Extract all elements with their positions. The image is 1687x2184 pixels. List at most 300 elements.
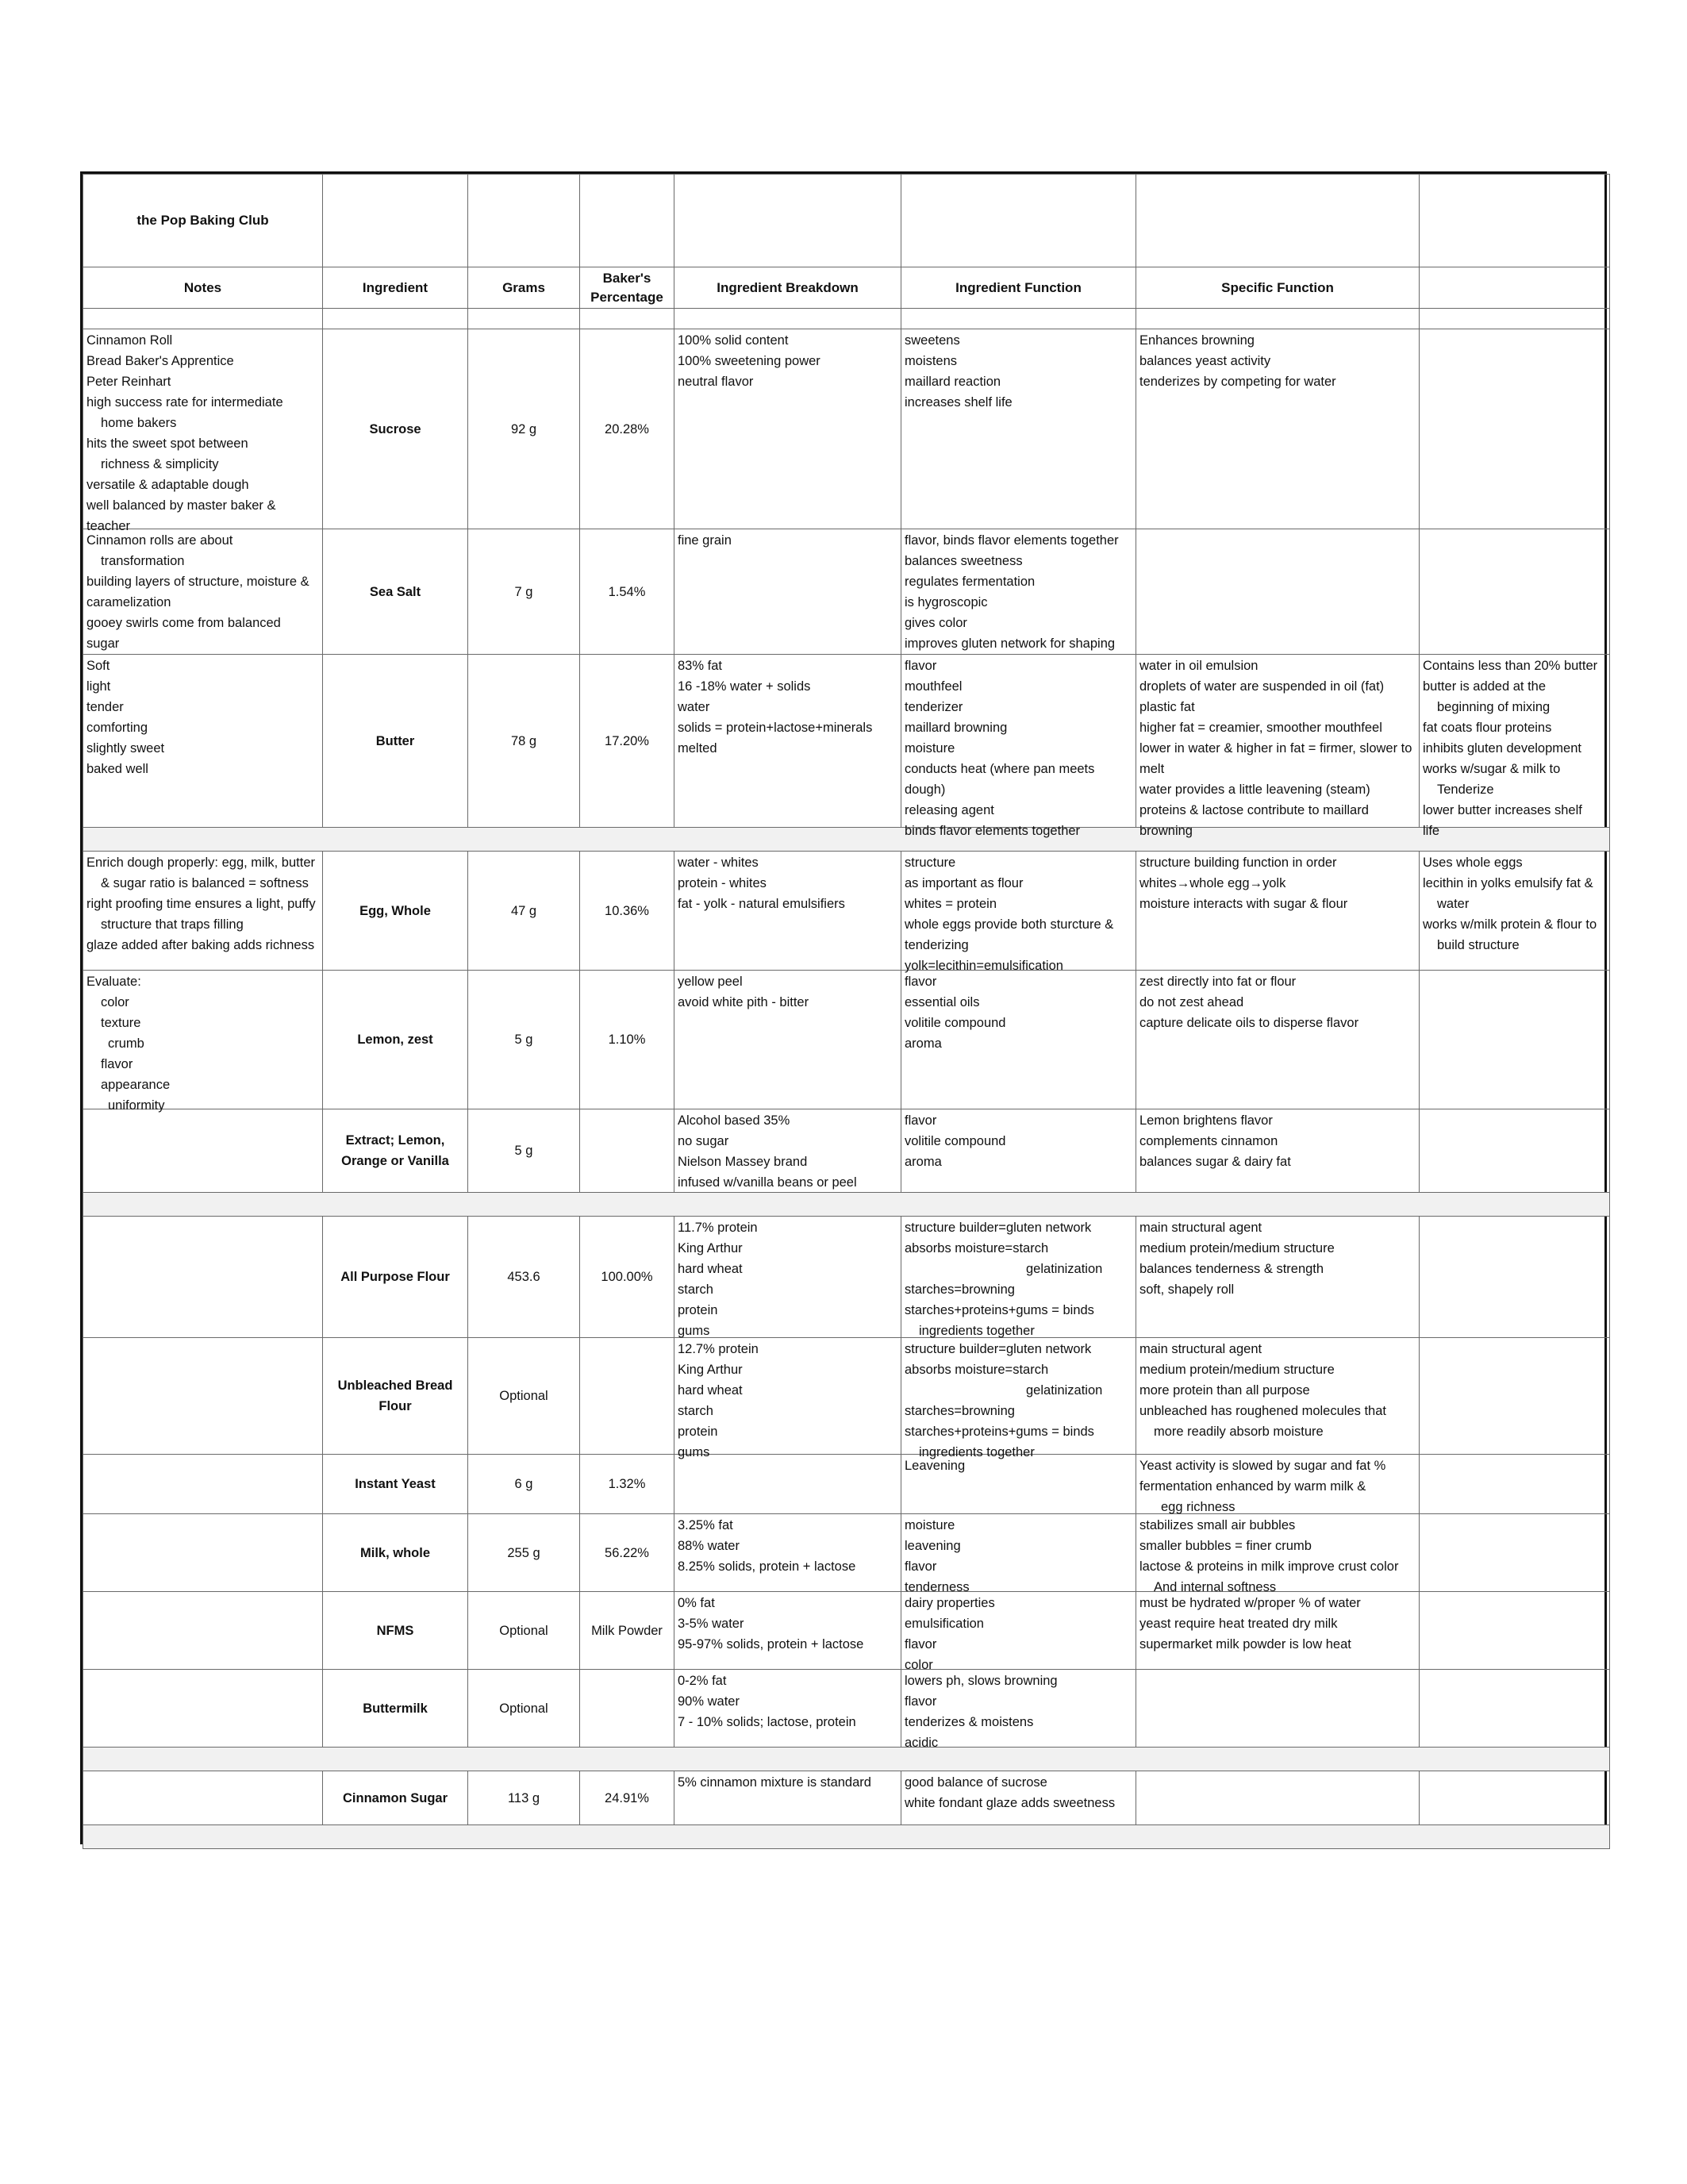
table-row bbox=[83, 1514, 1610, 1592]
ingredient-function-cell-line: dough) bbox=[905, 782, 946, 797]
bakers-percentage-value: Milk Powder bbox=[580, 1592, 674, 1670]
bakers-percentage-value: 1.10% bbox=[580, 971, 674, 1109]
ingredient-breakdown-cell bbox=[674, 971, 901, 1109]
specific-function-cell-line: Yeast activity is slowed by sugar and fat % bbox=[1139, 1459, 1386, 1473]
ingredient-function-cell-line: starches=browning bbox=[905, 1404, 1015, 1418]
specific-function-cell-line: medium protein/medium structure bbox=[1139, 1363, 1335, 1377]
specific-function-cell-line: structure building function in order bbox=[1139, 856, 1337, 870]
extra-notes-cell-line: fat coats flour proteins bbox=[1423, 721, 1552, 735]
extra-notes-cell bbox=[1420, 655, 1610, 838]
ingredient-function-cell-line: tenderizer bbox=[905, 700, 963, 714]
ingredient-breakdown-cell-line: starch bbox=[678, 1282, 713, 1297]
notes-cell bbox=[83, 852, 323, 971]
grams-value: Optional bbox=[468, 1592, 580, 1670]
notes-cell bbox=[83, 655, 323, 828]
notes-cell-line: building layers of structure, moisture & bbox=[86, 575, 309, 589]
ingredient-breakdown-cell-line: 11.7% protein bbox=[678, 1221, 758, 1235]
ingredient-breakdown-cell bbox=[674, 1670, 901, 1748]
title-row bbox=[83, 175, 1610, 267]
notes-cell-line: uniformity bbox=[108, 1098, 165, 1113]
specific-function-cell-line: tenderizes by competing for water bbox=[1139, 375, 1336, 389]
notes-cell-line: structure that traps filling bbox=[101, 917, 244, 932]
notes-cell-line: richness & simplicity bbox=[101, 457, 219, 471]
ingredient-function-cell-line: aroma bbox=[905, 1036, 942, 1051]
notes-cell-line: high success rate for intermediate bbox=[86, 395, 283, 410]
specific-function-cell-line: balances sugar & dairy fat bbox=[1139, 1155, 1291, 1169]
ingredient-breakdown-cell-line: 5% cinnamon mixture is standard bbox=[678, 1775, 871, 1790]
ingredient-function-cell-line: lowers ph, slows browning bbox=[905, 1674, 1058, 1688]
ingredient-breakdown-cell-line: no sugar bbox=[678, 1134, 729, 1148]
notes-cell bbox=[83, 1109, 323, 1193]
ingredient-breakdown-cell bbox=[674, 1338, 901, 1459]
header-row bbox=[83, 267, 1610, 309]
ingredient-breakdown-cell-line: gums bbox=[678, 1445, 710, 1459]
ingredient-breakdown-cell bbox=[674, 852, 901, 971]
grams-value: 113 g bbox=[468, 1771, 580, 1825]
ingredient-function-cell-line: color bbox=[905, 1658, 933, 1672]
extra-notes-cell bbox=[1420, 329, 1610, 529]
notes-cell-line: tender bbox=[86, 700, 124, 714]
ingredient-function-cell bbox=[901, 529, 1136, 655]
specific-function-cell-line: do not zest ahead bbox=[1139, 995, 1244, 1009]
extra-notes-cell-line: lower butter increases shelf bbox=[1423, 803, 1582, 817]
specific-function-cell bbox=[1136, 1338, 1420, 1455]
ingredient-breakdown-cell-line: 7 - 10% solids; lactose, protein bbox=[678, 1715, 856, 1729]
ingredient-breakdown-cell-line: protein bbox=[678, 1303, 718, 1317]
extra-notes-cell bbox=[1420, 852, 1610, 971]
ingredient-breakdown-cell-line: 88% water bbox=[678, 1539, 740, 1553]
extra-notes-cell-line: build structure bbox=[1437, 938, 1520, 952]
extra-notes-cell-line: life bbox=[1423, 824, 1440, 838]
ingredient-breakdown-cell-line: water bbox=[678, 700, 710, 714]
specific-function-cell-line: smaller bubbles = finer crumb bbox=[1139, 1539, 1312, 1553]
grams-value: 78 g bbox=[468, 655, 580, 828]
ingredient-name: All Purpose Flour bbox=[323, 1217, 468, 1338]
notes-cell-line: teacher bbox=[86, 519, 131, 533]
ingredient-breakdown-cell-line: yellow peel bbox=[678, 975, 743, 989]
ingredient-function-cell-line: moisture bbox=[905, 1518, 955, 1532]
notes-cell bbox=[83, 1455, 323, 1514]
ingredient-function-cell-line: sweetens bbox=[905, 333, 960, 348]
ingredient-name: Buttermilk bbox=[323, 1670, 468, 1748]
ingredient-function-cell-line: maillard browning bbox=[905, 721, 1008, 735]
specific-function-cell-line: Enhances browning bbox=[1139, 333, 1255, 348]
header-grams: Grams bbox=[468, 267, 580, 309]
ingredient-breakdown-cell-line: gums bbox=[678, 1324, 710, 1338]
extra-notes-cell-line: butter is added at the bbox=[1423, 679, 1547, 694]
ingredient-function-cell bbox=[901, 1592, 1136, 1670]
specific-function-cell-line: balances tenderness & strength bbox=[1139, 1262, 1324, 1276]
extra-notes-cell bbox=[1420, 529, 1610, 655]
ingredient-function-cell-line: structure bbox=[905, 856, 956, 870]
table-row bbox=[83, 852, 1610, 971]
ingredient-name: NFMS bbox=[323, 1592, 468, 1670]
ingredient-function-cell-line: aroma bbox=[905, 1155, 942, 1169]
grams-value: 92 g bbox=[468, 329, 580, 529]
ingredient-function-cell-line: volitile compound bbox=[905, 1134, 1006, 1148]
specific-function-cell-line: soft, shapely roll bbox=[1139, 1282, 1235, 1297]
extra-notes-cell bbox=[1420, 1455, 1610, 1514]
ingredient-function-cell-line: mouthfeel bbox=[905, 679, 963, 694]
ingredient-name: Egg, Whole bbox=[323, 852, 468, 971]
grams-value: 5 g bbox=[468, 1109, 580, 1193]
grams-value: 47 g bbox=[468, 852, 580, 971]
ingredient-breakdown-cell bbox=[674, 1109, 901, 1193]
specific-function-cell-line: And internal softness bbox=[1154, 1580, 1277, 1594]
ingredient-breakdown-cell-line: protein - whites bbox=[678, 876, 767, 890]
extra-notes-cell bbox=[1420, 1109, 1610, 1193]
ingredient-name: Lemon, zest bbox=[323, 971, 468, 1109]
ingredient-breakdown-cell-line: avoid white pith - bitter bbox=[678, 995, 809, 1009]
table-row bbox=[83, 1771, 1610, 1825]
notes-cell-line: right proofing time ensures a light, puffy bbox=[86, 897, 316, 911]
specific-function-cell-line: more protein than all purpose bbox=[1139, 1383, 1310, 1398]
ingredient-function-cell-line: flavor bbox=[905, 1637, 937, 1651]
specific-function-cell-line: lower in water & higher in fat = firmer, slower to bbox=[1139, 741, 1412, 756]
specific-function-cell bbox=[1136, 529, 1420, 655]
ingredient-table bbox=[83, 174, 1610, 1849]
ingredient-breakdown-cell-line: 12.7% protein bbox=[678, 1342, 759, 1356]
bakers-percentage-value: 10.36% bbox=[580, 852, 674, 971]
ingredient-function-cell-line: flavor bbox=[905, 1113, 937, 1128]
ingredient-function-cell-line: gelatinization bbox=[1026, 1262, 1103, 1276]
table-row bbox=[83, 1338, 1610, 1455]
ingredient-breakdown-cell-line: protein bbox=[678, 1425, 718, 1439]
ingredient-function-cell-line: structure builder=gluten network bbox=[905, 1221, 1092, 1235]
specific-function-cell-line: lactose & proteins in milk improve crust color bbox=[1139, 1559, 1399, 1574]
grams-value: 5 g bbox=[468, 971, 580, 1109]
spacer-row bbox=[83, 309, 1610, 329]
ingredient-breakdown-cell-line: 8.25% solids, protein + lactose bbox=[678, 1559, 856, 1574]
ingredient-function-cell-line: as important as flour bbox=[905, 876, 1024, 890]
ingredient-function-cell-line: starches+proteins+gums = binds bbox=[905, 1303, 1094, 1317]
ingredient-breakdown-cell-line: fat - yolk - natural emulsifiers bbox=[678, 897, 845, 911]
notes-cell-line: comforting bbox=[86, 721, 148, 735]
specific-function-cell bbox=[1136, 1455, 1420, 1514]
ingredient-function-cell-line: conducts heat (where pan meets bbox=[905, 762, 1095, 776]
ingredient-breakdown-cell-line: water - whites bbox=[678, 856, 759, 870]
bakers-percentage-value: 24.91% bbox=[580, 1771, 674, 1825]
ingredient-breakdown-cell-line: solids = protein+lactose+minerals bbox=[678, 721, 873, 735]
ingredient-function-cell-line: gelatinization bbox=[1026, 1383, 1103, 1398]
specific-function-cell-line: fermentation enhanced by warm milk & bbox=[1139, 1479, 1366, 1494]
notes-cell-line: & sugar ratio is balanced = softness bbox=[101, 876, 309, 890]
notes-cell bbox=[83, 1592, 323, 1670]
notes-cell bbox=[83, 1771, 323, 1825]
table-row bbox=[83, 655, 1610, 828]
specific-function-cell-line: zest directly into fat or flour bbox=[1139, 975, 1297, 989]
notes-cell-line: Peter Reinhart bbox=[86, 375, 171, 389]
notes-cell-line: Enrich dough properly: egg, milk, butter bbox=[86, 856, 315, 870]
grams-value: 7 g bbox=[468, 529, 580, 655]
specific-function-cell-line: main structural agent bbox=[1139, 1342, 1262, 1356]
ingredient-function-cell-line: acidic bbox=[905, 1736, 939, 1750]
ingredient-function-cell bbox=[901, 1670, 1136, 1748]
bakers-percentage-value: 17.20% bbox=[580, 655, 674, 828]
ingredient-function-cell-line: gives color bbox=[905, 616, 967, 630]
bakers-percentage-value: 1.32% bbox=[580, 1455, 674, 1514]
grams-value: 6 g bbox=[468, 1455, 580, 1514]
recipe-sheet bbox=[80, 171, 1607, 1844]
ingredient-function-cell-line: moisture bbox=[905, 741, 955, 756]
notes-cell-line: well balanced by master baker & bbox=[86, 498, 276, 513]
notes-cell-line: appearance bbox=[101, 1078, 171, 1092]
specific-function-cell bbox=[1136, 852, 1420, 971]
ingredient-breakdown-cell bbox=[674, 529, 901, 655]
ingredient-breakdown-cell-line: 16 -18% water + solids bbox=[678, 679, 811, 694]
specific-function-cell-line: water in oil emulsion bbox=[1139, 659, 1259, 673]
table-row bbox=[83, 529, 1610, 655]
notes-cell-line: texture bbox=[101, 1016, 141, 1030]
ingredient-function-cell-line: maillard reaction bbox=[905, 375, 1001, 389]
ingredient-function-cell-line: increases shelf life bbox=[905, 395, 1013, 410]
ingredient-breakdown-cell-line: infused w/vanilla beans or peel bbox=[678, 1175, 857, 1190]
ingredient-function-cell-line: flavor bbox=[905, 659, 937, 673]
ingredient-function-cell-line: yolk=lecithin=emulsification bbox=[905, 959, 1063, 973]
table-row bbox=[83, 1109, 1610, 1193]
specific-function-cell-line: medium protein/medium structure bbox=[1139, 1241, 1335, 1255]
extra-notes-cell bbox=[1420, 1338, 1610, 1455]
specific-function-cell-line: proteins & lactose contribute to maillard bbox=[1139, 803, 1369, 817]
extra-notes-cell bbox=[1420, 1592, 1610, 1670]
table-row bbox=[83, 1455, 1610, 1514]
bakers-percentage-value bbox=[580, 1670, 674, 1748]
notes-cell-line: slightly sweet bbox=[86, 741, 165, 756]
ingredient-function-cell-line: whites = protein bbox=[905, 897, 997, 911]
notes-cell-line: glaze added after baking adds richness bbox=[86, 938, 315, 952]
notes-cell-line: gooey swirls come from balanced bbox=[86, 616, 281, 630]
header-specific-function: Specific Function bbox=[1136, 267, 1420, 309]
extra-notes-cell-line: Uses whole eggs bbox=[1423, 856, 1523, 870]
specific-function-cell-line: more readily absorb moisture bbox=[1154, 1425, 1324, 1439]
ingredient-breakdown-cell-line: hard wheat bbox=[678, 1383, 743, 1398]
ingredient-breakdown-cell-line: fine grain bbox=[678, 533, 732, 548]
extra-notes-cell bbox=[1420, 971, 1610, 1109]
specific-function-cell bbox=[1136, 1109, 1420, 1193]
ingredient-name: Sucrose bbox=[323, 329, 468, 529]
ingredient-breakdown-cell-line: 3-5% water bbox=[678, 1617, 744, 1631]
ingredient-function-cell-line: tenderizing bbox=[905, 938, 969, 952]
notes-cell-line: sugar bbox=[86, 636, 120, 651]
table-row bbox=[83, 971, 1610, 1109]
ingredient-function-cell-line: whole eggs provide both sturcture & bbox=[905, 917, 1114, 932]
table-row bbox=[83, 329, 1610, 529]
specific-function-cell-line: unbleached has roughened molecules that bbox=[1139, 1404, 1386, 1418]
ingredient-function-cell-line: flavor bbox=[905, 1559, 937, 1574]
specific-function-cell-line: moisture interacts with sugar & flour bbox=[1139, 897, 1348, 911]
ingredient-function-cell-line: ingredients together bbox=[919, 1324, 1035, 1338]
notes-cell bbox=[83, 1514, 323, 1592]
ingredient-function-cell-line: releasing agent bbox=[905, 803, 994, 817]
ingredient-breakdown-cell-line: Nielson Massey brand bbox=[678, 1155, 808, 1169]
ingredient-breakdown-cell-line: 3.25% fat bbox=[678, 1518, 733, 1532]
specific-function-cell-line: plastic fat bbox=[1139, 700, 1195, 714]
specific-function-cell bbox=[1136, 1670, 1420, 1748]
notes-cell bbox=[83, 1338, 323, 1455]
ingredient-breakdown-cell-line: hard wheat bbox=[678, 1262, 743, 1276]
notes-cell bbox=[83, 329, 323, 533]
ingredient-function-cell-line: flavor bbox=[905, 1694, 937, 1709]
ingredient-function-cell-line: leavening bbox=[905, 1539, 961, 1553]
header-notes: Notes bbox=[83, 267, 323, 309]
specific-function-cell-line: water provides a little leavening (steam) bbox=[1139, 782, 1370, 797]
notes-cell-line: Cinnamon rolls are about bbox=[86, 533, 233, 548]
specific-function-cell bbox=[1136, 1592, 1420, 1670]
specific-function-cell-line: stabilizes small air bubbles bbox=[1139, 1518, 1296, 1532]
ingredient-function-cell-line: emulsification bbox=[905, 1617, 984, 1631]
notes-cell-line: Cinnamon Roll bbox=[86, 333, 173, 348]
specific-function-cell-line: supermarket milk powder is low heat bbox=[1139, 1637, 1351, 1651]
bakers-percentage-value: 100.00% bbox=[580, 1217, 674, 1338]
ingredient-name: Sea Salt bbox=[323, 529, 468, 655]
ingredient-breakdown-cell bbox=[674, 1514, 901, 1592]
specific-function-cell bbox=[1136, 329, 1420, 529]
specific-function-cell-line: browning bbox=[1139, 824, 1193, 838]
table-row bbox=[83, 1217, 1610, 1338]
specific-function-cell-line: balances yeast activity bbox=[1139, 354, 1271, 368]
bakers-percentage-value bbox=[580, 1338, 674, 1455]
grams-value: 255 g bbox=[468, 1514, 580, 1592]
specific-function-cell bbox=[1136, 971, 1420, 1109]
ingredient-breakdown-cell bbox=[674, 329, 901, 529]
ingredient-function-cell-line: starches=browning bbox=[905, 1282, 1015, 1297]
ingredient-function-cell bbox=[901, 1514, 1136, 1592]
notes-cell bbox=[83, 1217, 323, 1338]
ingredient-breakdown-cell bbox=[674, 1455, 901, 1514]
grams-value: Optional bbox=[468, 1338, 580, 1455]
notes-cell-line: color bbox=[101, 995, 129, 1009]
specific-function-cell bbox=[1136, 1514, 1420, 1592]
ingredient-breakdown-cell-line: King Arthur bbox=[678, 1241, 743, 1255]
section-divider bbox=[83, 1825, 1610, 1849]
notes-cell-line: home bakers bbox=[101, 416, 177, 430]
ingredient-function-cell bbox=[901, 1455, 1136, 1514]
ingredient-function-cell-line: is hygroscopic bbox=[905, 595, 988, 609]
bakers-percentage-value: 20.28% bbox=[580, 329, 674, 529]
specific-function-cell-line: whites→whole egg→yolk bbox=[1139, 876, 1286, 890]
ingredient-breakdown-cell bbox=[674, 1592, 901, 1670]
ingredient-breakdown-cell-line: King Arthur bbox=[678, 1363, 743, 1377]
ingredient-breakdown-cell-line: 100% sweetening power bbox=[678, 354, 820, 368]
bakers-percentage-value: 56.22% bbox=[580, 1514, 674, 1592]
ingredient-function-cell-line: balances sweetness bbox=[905, 554, 1023, 568]
section-divider bbox=[83, 828, 1610, 852]
table-row bbox=[83, 1670, 1610, 1748]
specific-function-cell-line: yeast require heat treated dry milk bbox=[1139, 1617, 1338, 1631]
ingredient-function-cell-line: structure builder=gluten network bbox=[905, 1342, 1092, 1356]
notes-cell-line: Bread Baker's Apprentice bbox=[86, 354, 234, 368]
grams-value: 453.6 bbox=[468, 1217, 580, 1338]
extra-notes-cell-line: water bbox=[1437, 897, 1470, 911]
ingredient-breakdown-cell-line: neutral flavor bbox=[678, 375, 754, 389]
notes-cell-line: Evaluate: bbox=[86, 975, 141, 989]
ingredient-function-cell bbox=[901, 1217, 1136, 1338]
specific-function-cell-line: capture delicate oils to disperse flavor bbox=[1139, 1016, 1359, 1030]
ingredient-function-cell bbox=[901, 1109, 1136, 1193]
notes-cell-line: crumb bbox=[108, 1036, 144, 1051]
specific-function-cell-line: droplets of water are suspended in oil (fat) bbox=[1139, 679, 1385, 694]
notes-cell-line: transformation bbox=[101, 554, 185, 568]
extra-notes-cell-line: lecithin in yolks emulsify fat & bbox=[1423, 876, 1593, 890]
header-ingredient: Ingredient bbox=[323, 267, 468, 309]
ingredient-function-cell-line: tenderness bbox=[905, 1580, 970, 1594]
header-ingredient-function: Ingredient Function bbox=[901, 267, 1136, 309]
ingredient-name: Butter bbox=[323, 655, 468, 828]
ingredient-function-cell-line: absorbs moisture=starch bbox=[905, 1241, 1049, 1255]
ingredient-function-cell-line: white fondant glaze adds sweetness bbox=[905, 1796, 1116, 1810]
specific-function-cell bbox=[1136, 1771, 1420, 1825]
extra-notes-cell bbox=[1420, 1514, 1610, 1592]
section-divider bbox=[83, 1193, 1610, 1217]
notes-cell-line: flavor bbox=[101, 1057, 133, 1071]
ingredient-breakdown-cell-line: 0-2% fat bbox=[678, 1674, 727, 1688]
extra-notes-cell bbox=[1420, 1217, 1610, 1338]
extra-notes-cell-line: inhibits gluten development bbox=[1423, 741, 1581, 756]
grams-value: Optional bbox=[468, 1670, 580, 1748]
specific-function-cell-line: Lemon brightens flavor bbox=[1139, 1113, 1273, 1128]
ingredient-breakdown-cell bbox=[674, 655, 901, 828]
extra-notes-cell-line: works w/sugar & milk to bbox=[1423, 762, 1561, 776]
ingredient-name: Extract; Lemon, Orange or Vanilla bbox=[323, 1109, 468, 1193]
sheet-title: the Pop Baking Club bbox=[83, 175, 323, 267]
extra-notes-cell bbox=[1420, 1670, 1610, 1748]
ingredient-function-cell-line: good balance of sucrose bbox=[905, 1775, 1047, 1790]
ingredient-breakdown-cell-line: 90% water bbox=[678, 1694, 740, 1709]
ingredient-function-cell-line: binds flavor elements together bbox=[905, 824, 1081, 838]
notes-cell-line: light bbox=[86, 679, 111, 694]
notes-cell-line: hits the sweet spot between bbox=[86, 436, 248, 451]
ingredient-breakdown-cell bbox=[674, 1217, 901, 1338]
ingredient-function-cell bbox=[901, 1338, 1136, 1459]
ingredient-function-cell-line: volitile compound bbox=[905, 1016, 1006, 1030]
table-row bbox=[83, 1592, 1610, 1670]
specific-function-cell-line: egg richness bbox=[1161, 1500, 1235, 1514]
extra-notes-cell-line: Contains less than 20% butter bbox=[1423, 659, 1598, 673]
notes-cell-line: caramelization bbox=[86, 595, 171, 609]
ingredient-breakdown-cell-line: starch bbox=[678, 1404, 713, 1418]
bakers-percentage-value: 1.54% bbox=[580, 529, 674, 655]
ingredient-function-cell bbox=[901, 329, 1136, 529]
ingredient-function-cell-line: flavor bbox=[905, 975, 937, 989]
ingredient-breakdown-cell-line: 0% fat bbox=[678, 1596, 715, 1610]
header-bakers-percentage: Baker's Percentage bbox=[580, 267, 674, 309]
notes-cell-line: versatile & adaptable dough bbox=[86, 478, 249, 492]
notes-cell bbox=[83, 971, 323, 1113]
ingredient-function-cell-line: improves gluten network for shaping bbox=[905, 636, 1116, 651]
extra-notes-cell-line: Tenderize bbox=[1437, 782, 1494, 797]
specific-function-cell bbox=[1136, 1217, 1420, 1338]
ingredient-breakdown-cell-line: 95-97% solids, protein + lactose bbox=[678, 1637, 864, 1651]
specific-function-cell-line: must be hydrated w/proper % of water bbox=[1139, 1596, 1361, 1610]
extra-notes-cell-line: beginning of mixing bbox=[1437, 700, 1551, 714]
section-divider bbox=[83, 1748, 1610, 1771]
ingredient-name: Milk, whole bbox=[323, 1514, 468, 1592]
ingredient-breakdown-cell bbox=[674, 1771, 901, 1825]
ingredient-name: Cinnamon Sugar bbox=[323, 1771, 468, 1825]
notes-cell-line: Soft bbox=[86, 659, 110, 673]
specific-function-cell-line: main structural agent bbox=[1139, 1221, 1262, 1235]
ingredient-function-cell bbox=[901, 1771, 1136, 1825]
ingredient-breakdown-cell-line: 100% solid content bbox=[678, 333, 789, 348]
specific-function-cell bbox=[1136, 655, 1420, 838]
extra-notes-cell-line: works w/milk protein & flour to bbox=[1423, 917, 1597, 932]
ingredient-name: Instant Yeast bbox=[323, 1455, 468, 1514]
specific-function-cell-line: complements cinnamon bbox=[1139, 1134, 1278, 1148]
ingredient-name: Unbleached Bread Flour bbox=[323, 1338, 468, 1455]
bakers-percentage-value bbox=[580, 1109, 674, 1193]
ingredient-function-cell-line: Leavening bbox=[905, 1459, 966, 1473]
ingredient-function-cell bbox=[901, 655, 1136, 838]
